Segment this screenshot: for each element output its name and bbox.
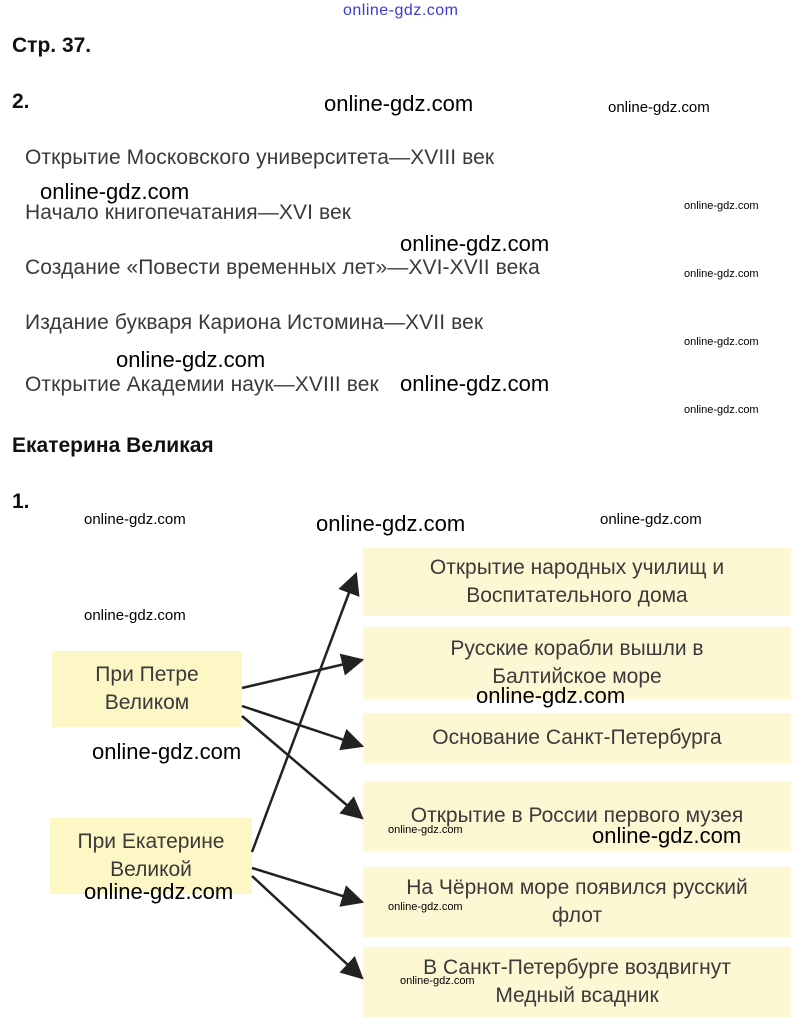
watermark: online-gdz.com — [400, 371, 550, 396]
watermark: online-gdz.com — [476, 683, 626, 708]
event-box: Открытие народных училищ и Воспитательного дома — [363, 548, 791, 616]
watermark: online-gdz.com — [40, 179, 190, 204]
event-box: Открытие в России первого музея — [363, 781, 791, 851]
watermark: online-gdz.com — [608, 99, 710, 116]
event-box: Русские корабли вышли в Балтийское море — [363, 627, 791, 699]
era-box-catherine: При Екатерине Великой — [50, 818, 252, 894]
arrow-peter-ships — [242, 660, 362, 688]
watermark: online-gdz.com — [592, 823, 742, 848]
task2-line: Создание «Повести временных лет»—XVI-XVII века — [25, 256, 540, 279]
task2-line: Начало книгопечатания—XVI век — [25, 201, 352, 224]
task2-line: Издание букваря Кариона Истомина—XVII век — [25, 311, 484, 334]
era-box-peter: При Петре Великом — [52, 651, 242, 727]
watermark: online-gdz.com — [316, 511, 466, 536]
event-box: На Чёрном море появился русский флот — [363, 867, 791, 937]
watermark: online-gdz.com — [84, 511, 186, 528]
watermark: online-gdz.com — [684, 200, 759, 212]
watermark: online-gdz.com — [324, 91, 474, 116]
top-watermark: online-gdz.com — [343, 2, 459, 19]
section-title: Екатерина Великая — [12, 434, 214, 457]
arrow-peter-spb — [242, 706, 362, 746]
arrow-catherine-fleet — [252, 868, 362, 902]
watermark: online-gdz.com — [84, 879, 234, 904]
event-box: Основание Санкт-Петербурга — [363, 713, 791, 763]
arrow-peter-museum — [242, 716, 362, 818]
watermark: online-gdz.com — [400, 975, 475, 987]
task1-number: 1. — [12, 490, 30, 513]
watermark: online-gdz.com — [684, 404, 759, 416]
watermark: online-gdz.com — [600, 511, 702, 528]
watermark: online-gdz.com — [684, 336, 759, 348]
watermark: online-gdz.com — [116, 347, 266, 372]
arrow-catherine-horseman — [252, 876, 362, 978]
watermark: online-gdz.com — [400, 231, 550, 256]
watermark: online-gdz.com — [92, 739, 242, 764]
page-label: Стр. 37. — [12, 34, 92, 57]
arrow-catherine-schools — [252, 574, 356, 852]
task2-number: 2. — [12, 90, 30, 113]
event-box: В Санкт-Петербурге воздвигнут Медный всадник — [363, 947, 791, 1017]
watermark: online-gdz.com — [388, 901, 463, 913]
watermark: online-gdz.com — [684, 268, 759, 280]
task2-line: Открытие Московского университета—XVIII век — [25, 146, 495, 169]
watermark: online-gdz.com — [388, 824, 463, 836]
watermark: online-gdz.com — [84, 607, 186, 624]
task2-line: Открытие Академии наук—XVIII век — [25, 373, 379, 396]
